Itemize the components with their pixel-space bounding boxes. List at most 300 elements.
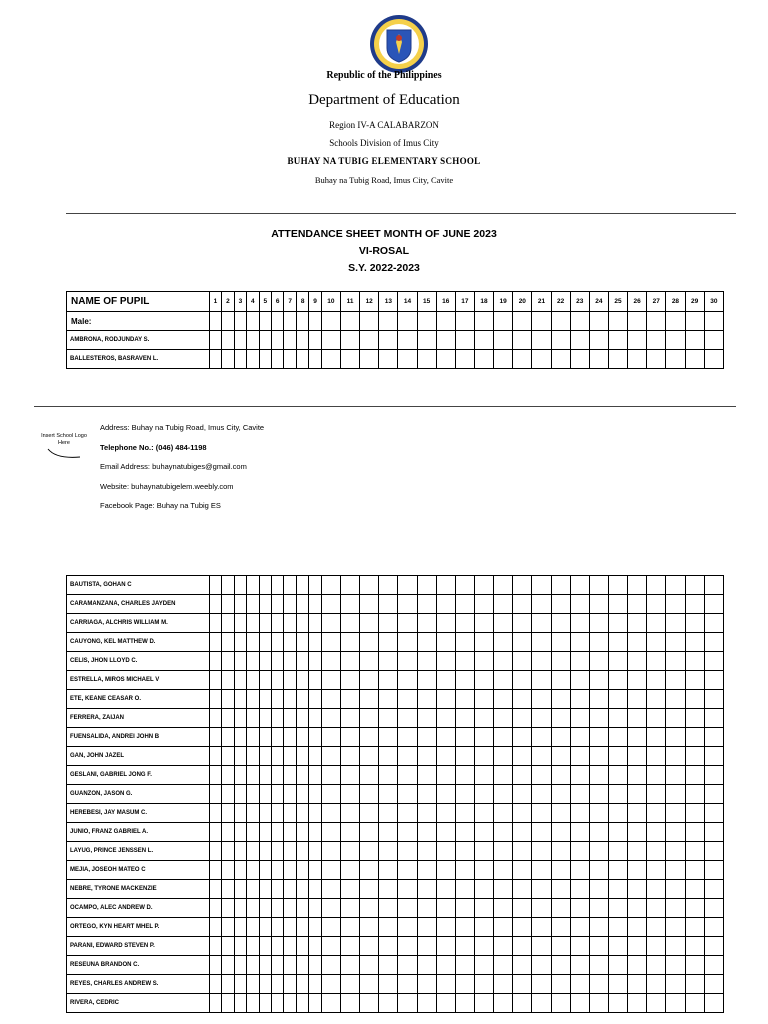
attendance-cell[interactable] (436, 956, 455, 975)
attendance-cell[interactable] (494, 918, 513, 937)
attendance-cell[interactable] (436, 595, 455, 614)
attendance-cell[interactable] (234, 994, 246, 1013)
attendance-cell[interactable] (513, 766, 532, 785)
attendance-cell[interactable] (494, 350, 513, 369)
attendance-cell[interactable] (417, 709, 436, 728)
attendance-cell[interactable] (628, 823, 647, 842)
attendance-cell[interactable] (666, 975, 685, 994)
attendance-cell[interactable] (272, 671, 284, 690)
attendance-cell[interactable] (259, 331, 271, 350)
attendance-cell[interactable] (247, 785, 259, 804)
attendance-cell[interactable] (321, 842, 340, 861)
attendance-cell[interactable] (259, 709, 271, 728)
attendance-cell[interactable] (209, 690, 221, 709)
attendance-cell[interactable] (608, 937, 627, 956)
attendance-cell[interactable] (685, 312, 704, 331)
attendance-cell[interactable] (532, 804, 551, 823)
attendance-cell[interactable] (379, 350, 398, 369)
attendance-cell[interactable] (222, 728, 234, 747)
attendance-cell[interactable] (474, 350, 493, 369)
attendance-cell[interactable] (455, 633, 474, 652)
attendance-cell[interactable] (474, 614, 493, 633)
attendance-cell[interactable] (532, 595, 551, 614)
attendance-cell[interactable] (494, 671, 513, 690)
attendance-cell[interactable] (259, 975, 271, 994)
attendance-cell[interactable] (340, 804, 359, 823)
attendance-cell[interactable] (398, 842, 417, 861)
attendance-cell[interactable] (666, 918, 685, 937)
attendance-cell[interactable] (321, 671, 340, 690)
attendance-cell[interactable] (436, 918, 455, 937)
attendance-cell[interactable] (321, 633, 340, 652)
attendance-cell[interactable] (589, 766, 608, 785)
attendance-cell[interactable] (222, 633, 234, 652)
attendance-cell[interactable] (234, 709, 246, 728)
attendance-cell[interactable] (247, 614, 259, 633)
attendance-cell[interactable] (234, 652, 246, 671)
attendance-cell[interactable] (647, 350, 666, 369)
attendance-cell[interactable] (628, 331, 647, 350)
attendance-cell[interactable] (513, 899, 532, 918)
attendance-cell[interactable] (296, 728, 308, 747)
attendance-cell[interactable] (417, 975, 436, 994)
attendance-cell[interactable] (284, 652, 296, 671)
attendance-cell[interactable] (321, 956, 340, 975)
attendance-cell[interactable] (608, 331, 627, 350)
attendance-cell[interactable] (234, 576, 246, 595)
attendance-cell[interactable] (321, 614, 340, 633)
attendance-cell[interactable] (272, 331, 284, 350)
attendance-cell[interactable] (704, 312, 723, 331)
attendance-cell[interactable] (551, 595, 570, 614)
attendance-cell[interactable] (455, 861, 474, 880)
attendance-cell[interactable] (340, 766, 359, 785)
attendance-cell[interactable] (532, 614, 551, 633)
attendance-cell[interactable] (513, 918, 532, 937)
attendance-cell[interactable] (532, 576, 551, 595)
attendance-cell[interactable] (379, 785, 398, 804)
attendance-cell[interactable] (321, 861, 340, 880)
attendance-cell[interactable] (222, 880, 234, 899)
attendance-cell[interactable] (360, 880, 379, 899)
attendance-cell[interactable] (455, 899, 474, 918)
attendance-cell[interactable] (209, 899, 221, 918)
attendance-cell[interactable] (474, 312, 493, 331)
attendance-cell[interactable] (685, 595, 704, 614)
attendance-cell[interactable] (628, 918, 647, 937)
attendance-cell[interactable] (272, 595, 284, 614)
attendance-cell[interactable] (436, 652, 455, 671)
attendance-cell[interactable] (704, 350, 723, 369)
attendance-cell[interactable] (360, 956, 379, 975)
attendance-cell[interactable] (360, 652, 379, 671)
attendance-cell[interactable] (247, 576, 259, 595)
attendance-cell[interactable] (494, 937, 513, 956)
attendance-cell[interactable] (589, 880, 608, 899)
attendance-cell[interactable] (494, 899, 513, 918)
attendance-cell[interactable] (296, 823, 308, 842)
attendance-cell[interactable] (222, 576, 234, 595)
attendance-cell[interactable] (284, 312, 296, 331)
attendance-cell[interactable] (360, 842, 379, 861)
attendance-cell[interactable] (494, 861, 513, 880)
attendance-cell[interactable] (704, 880, 723, 899)
attendance-cell[interactable] (379, 728, 398, 747)
attendance-cell[interactable] (284, 633, 296, 652)
attendance-cell[interactable] (340, 937, 359, 956)
attendance-cell[interactable] (647, 671, 666, 690)
attendance-cell[interactable] (666, 614, 685, 633)
attendance-cell[interactable] (628, 350, 647, 369)
attendance-cell[interactable] (417, 918, 436, 937)
attendance-cell[interactable] (360, 937, 379, 956)
attendance-cell[interactable] (309, 899, 321, 918)
attendance-cell[interactable] (247, 766, 259, 785)
attendance-cell[interactable] (436, 633, 455, 652)
attendance-cell[interactable] (474, 823, 493, 842)
attendance-cell[interactable] (234, 331, 246, 350)
attendance-cell[interactable] (608, 690, 627, 709)
attendance-cell[interactable] (474, 861, 493, 880)
attendance-cell[interactable] (532, 785, 551, 804)
attendance-cell[interactable] (455, 728, 474, 747)
attendance-cell[interactable] (532, 728, 551, 747)
attendance-cell[interactable] (309, 766, 321, 785)
attendance-cell[interactable] (340, 861, 359, 880)
attendance-cell[interactable] (417, 350, 436, 369)
attendance-cell[interactable] (272, 918, 284, 937)
attendance-cell[interactable] (209, 880, 221, 899)
attendance-cell[interactable] (532, 975, 551, 994)
attendance-cell[interactable] (608, 747, 627, 766)
attendance-cell[interactable] (340, 880, 359, 899)
attendance-cell[interactable] (309, 804, 321, 823)
attendance-cell[interactable] (551, 709, 570, 728)
attendance-cell[interactable] (379, 918, 398, 937)
attendance-cell[interactable] (234, 690, 246, 709)
attendance-cell[interactable] (309, 633, 321, 652)
attendance-cell[interactable] (340, 652, 359, 671)
attendance-cell[interactable] (284, 595, 296, 614)
attendance-cell[interactable] (417, 747, 436, 766)
attendance-cell[interactable] (474, 690, 493, 709)
attendance-cell[interactable] (455, 842, 474, 861)
attendance-cell[interactable] (321, 690, 340, 709)
attendance-cell[interactable] (222, 747, 234, 766)
attendance-cell[interactable] (379, 899, 398, 918)
attendance-cell[interactable] (398, 804, 417, 823)
attendance-cell[interactable] (628, 804, 647, 823)
attendance-cell[interactable] (455, 690, 474, 709)
attendance-cell[interactable] (272, 861, 284, 880)
attendance-cell[interactable] (209, 804, 221, 823)
attendance-cell[interactable] (360, 671, 379, 690)
attendance-cell[interactable] (570, 747, 589, 766)
attendance-cell[interactable] (608, 595, 627, 614)
attendance-cell[interactable] (340, 918, 359, 937)
attendance-cell[interactable] (589, 956, 608, 975)
attendance-cell[interactable] (628, 576, 647, 595)
attendance-cell[interactable] (209, 975, 221, 994)
attendance-cell[interactable] (296, 312, 308, 331)
attendance-cell[interactable] (259, 633, 271, 652)
attendance-cell[interactable] (272, 937, 284, 956)
attendance-cell[interactable] (234, 842, 246, 861)
attendance-cell[interactable] (272, 956, 284, 975)
attendance-cell[interactable] (608, 975, 627, 994)
attendance-cell[interactable] (455, 595, 474, 614)
attendance-cell[interactable] (608, 350, 627, 369)
attendance-cell[interactable] (532, 861, 551, 880)
attendance-cell[interactable] (704, 709, 723, 728)
attendance-cell[interactable] (704, 918, 723, 937)
attendance-cell[interactable] (379, 671, 398, 690)
attendance-cell[interactable] (532, 747, 551, 766)
attendance-cell[interactable] (647, 633, 666, 652)
attendance-cell[interactable] (321, 880, 340, 899)
attendance-cell[interactable] (234, 823, 246, 842)
attendance-cell[interactable] (570, 975, 589, 994)
attendance-cell[interactable] (417, 728, 436, 747)
attendance-cell[interactable] (647, 595, 666, 614)
attendance-cell[interactable] (455, 671, 474, 690)
attendance-cell[interactable] (417, 690, 436, 709)
attendance-cell[interactable] (513, 728, 532, 747)
attendance-cell[interactable] (570, 633, 589, 652)
attendance-cell[interactable] (494, 823, 513, 842)
attendance-cell[interactable] (513, 804, 532, 823)
attendance-cell[interactable] (247, 861, 259, 880)
attendance-cell[interactable] (685, 728, 704, 747)
attendance-cell[interactable] (704, 994, 723, 1013)
attendance-cell[interactable] (321, 918, 340, 937)
attendance-cell[interactable] (340, 747, 359, 766)
attendance-cell[interactable] (455, 937, 474, 956)
attendance-cell[interactable] (272, 312, 284, 331)
attendance-cell[interactable] (417, 595, 436, 614)
attendance-cell[interactable] (209, 842, 221, 861)
attendance-cell[interactable] (551, 331, 570, 350)
attendance-cell[interactable] (360, 918, 379, 937)
attendance-cell[interactable] (704, 975, 723, 994)
attendance-cell[interactable] (259, 690, 271, 709)
attendance-cell[interactable] (494, 576, 513, 595)
attendance-cell[interactable] (494, 709, 513, 728)
attendance-cell[interactable] (628, 880, 647, 899)
attendance-cell[interactable] (551, 956, 570, 975)
attendance-cell[interactable] (608, 633, 627, 652)
attendance-cell[interactable] (398, 595, 417, 614)
attendance-cell[interactable] (666, 956, 685, 975)
attendance-cell[interactable] (704, 614, 723, 633)
attendance-cell[interactable] (628, 595, 647, 614)
attendance-cell[interactable] (259, 994, 271, 1013)
attendance-cell[interactable] (309, 880, 321, 899)
attendance-cell[interactable] (360, 899, 379, 918)
attendance-cell[interactable] (309, 785, 321, 804)
attendance-cell[interactable] (296, 899, 308, 918)
attendance-cell[interactable] (666, 766, 685, 785)
attendance-cell[interactable] (589, 350, 608, 369)
attendance-cell[interactable] (360, 312, 379, 331)
attendance-cell[interactable] (608, 728, 627, 747)
attendance-cell[interactable] (570, 312, 589, 331)
attendance-cell[interactable] (209, 937, 221, 956)
attendance-cell[interactable] (551, 899, 570, 918)
attendance-cell[interactable] (513, 956, 532, 975)
attendance-cell[interactable] (222, 350, 234, 369)
attendance-cell[interactable] (704, 804, 723, 823)
attendance-cell[interactable] (398, 994, 417, 1013)
attendance-cell[interactable] (296, 994, 308, 1013)
attendance-cell[interactable] (222, 766, 234, 785)
attendance-cell[interactable] (309, 614, 321, 633)
attendance-cell[interactable] (666, 804, 685, 823)
attendance-cell[interactable] (296, 918, 308, 937)
attendance-cell[interactable] (513, 312, 532, 331)
attendance-cell[interactable] (309, 975, 321, 994)
attendance-cell[interactable] (259, 576, 271, 595)
attendance-cell[interactable] (666, 747, 685, 766)
attendance-cell[interactable] (628, 937, 647, 956)
attendance-cell[interactable] (259, 652, 271, 671)
attendance-cell[interactable] (234, 595, 246, 614)
attendance-cell[interactable] (532, 899, 551, 918)
attendance-cell[interactable] (570, 785, 589, 804)
attendance-cell[interactable] (222, 595, 234, 614)
attendance-cell[interactable] (647, 937, 666, 956)
attendance-cell[interactable] (234, 918, 246, 937)
attendance-cell[interactable] (494, 728, 513, 747)
attendance-cell[interactable] (685, 633, 704, 652)
attendance-cell[interactable] (340, 842, 359, 861)
attendance-cell[interactable] (570, 956, 589, 975)
attendance-cell[interactable] (570, 842, 589, 861)
attendance-cell[interactable] (259, 614, 271, 633)
attendance-cell[interactable] (494, 842, 513, 861)
attendance-cell[interactable] (455, 785, 474, 804)
attendance-cell[interactable] (259, 899, 271, 918)
attendance-cell[interactable] (685, 690, 704, 709)
attendance-cell[interactable] (234, 899, 246, 918)
attendance-cell[interactable] (259, 861, 271, 880)
attendance-cell[interactable] (532, 690, 551, 709)
attendance-cell[interactable] (340, 331, 359, 350)
attendance-cell[interactable] (513, 690, 532, 709)
attendance-cell[interactable] (417, 652, 436, 671)
attendance-cell[interactable] (666, 880, 685, 899)
attendance-cell[interactable] (284, 994, 296, 1013)
attendance-cell[interactable] (417, 766, 436, 785)
attendance-cell[interactable] (222, 994, 234, 1013)
attendance-cell[interactable] (360, 614, 379, 633)
attendance-cell[interactable] (360, 331, 379, 350)
attendance-cell[interactable] (417, 331, 436, 350)
attendance-cell[interactable] (222, 614, 234, 633)
attendance-cell[interactable] (284, 918, 296, 937)
attendance-cell[interactable] (570, 994, 589, 1013)
attendance-cell[interactable] (296, 804, 308, 823)
attendance-cell[interactable] (247, 899, 259, 918)
attendance-cell[interactable] (417, 804, 436, 823)
attendance-cell[interactable] (284, 709, 296, 728)
attendance-cell[interactable] (222, 785, 234, 804)
attendance-cell[interactable] (608, 709, 627, 728)
attendance-cell[interactable] (222, 671, 234, 690)
attendance-cell[interactable] (296, 766, 308, 785)
attendance-cell[interactable] (247, 331, 259, 350)
attendance-cell[interactable] (628, 956, 647, 975)
attendance-cell[interactable] (360, 709, 379, 728)
attendance-cell[interactable] (532, 350, 551, 369)
attendance-cell[interactable] (379, 595, 398, 614)
attendance-cell[interactable] (417, 614, 436, 633)
attendance-cell[interactable] (455, 747, 474, 766)
attendance-cell[interactable] (551, 614, 570, 633)
attendance-cell[interactable] (494, 804, 513, 823)
attendance-cell[interactable] (551, 350, 570, 369)
attendance-cell[interactable] (436, 785, 455, 804)
attendance-cell[interactable] (628, 747, 647, 766)
attendance-cell[interactable] (608, 804, 627, 823)
attendance-cell[interactable] (222, 690, 234, 709)
attendance-cell[interactable] (360, 576, 379, 595)
attendance-cell[interactable] (551, 728, 570, 747)
attendance-cell[interactable] (209, 576, 221, 595)
attendance-cell[interactable] (209, 709, 221, 728)
attendance-cell[interactable] (360, 766, 379, 785)
attendance-cell[interactable] (222, 312, 234, 331)
attendance-cell[interactable] (570, 652, 589, 671)
attendance-cell[interactable] (321, 785, 340, 804)
attendance-cell[interactable] (474, 633, 493, 652)
attendance-cell[interactable] (209, 595, 221, 614)
attendance-cell[interactable] (209, 823, 221, 842)
attendance-cell[interactable] (704, 823, 723, 842)
attendance-cell[interactable] (247, 804, 259, 823)
attendance-cell[interactable] (296, 671, 308, 690)
attendance-cell[interactable] (704, 331, 723, 350)
attendance-cell[interactable] (685, 576, 704, 595)
attendance-cell[interactable] (704, 690, 723, 709)
attendance-cell[interactable] (704, 728, 723, 747)
attendance-cell[interactable] (284, 350, 296, 369)
attendance-cell[interactable] (589, 994, 608, 1013)
attendance-cell[interactable] (685, 823, 704, 842)
attendance-cell[interactable] (309, 918, 321, 937)
attendance-cell[interactable] (379, 652, 398, 671)
attendance-cell[interactable] (296, 350, 308, 369)
attendance-cell[interactable] (234, 880, 246, 899)
attendance-cell[interactable] (647, 652, 666, 671)
attendance-cell[interactable] (532, 823, 551, 842)
attendance-cell[interactable] (209, 747, 221, 766)
attendance-cell[interactable] (532, 994, 551, 1013)
attendance-cell[interactable] (455, 312, 474, 331)
attendance-cell[interactable] (284, 728, 296, 747)
attendance-cell[interactable] (666, 652, 685, 671)
attendance-cell[interactable] (551, 937, 570, 956)
attendance-cell[interactable] (608, 956, 627, 975)
attendance-cell[interactable] (436, 576, 455, 595)
attendance-cell[interactable] (284, 937, 296, 956)
attendance-cell[interactable] (704, 956, 723, 975)
attendance-cell[interactable] (589, 842, 608, 861)
attendance-cell[interactable] (379, 804, 398, 823)
attendance-cell[interactable] (259, 785, 271, 804)
attendance-cell[interactable] (589, 728, 608, 747)
attendance-cell[interactable] (685, 766, 704, 785)
